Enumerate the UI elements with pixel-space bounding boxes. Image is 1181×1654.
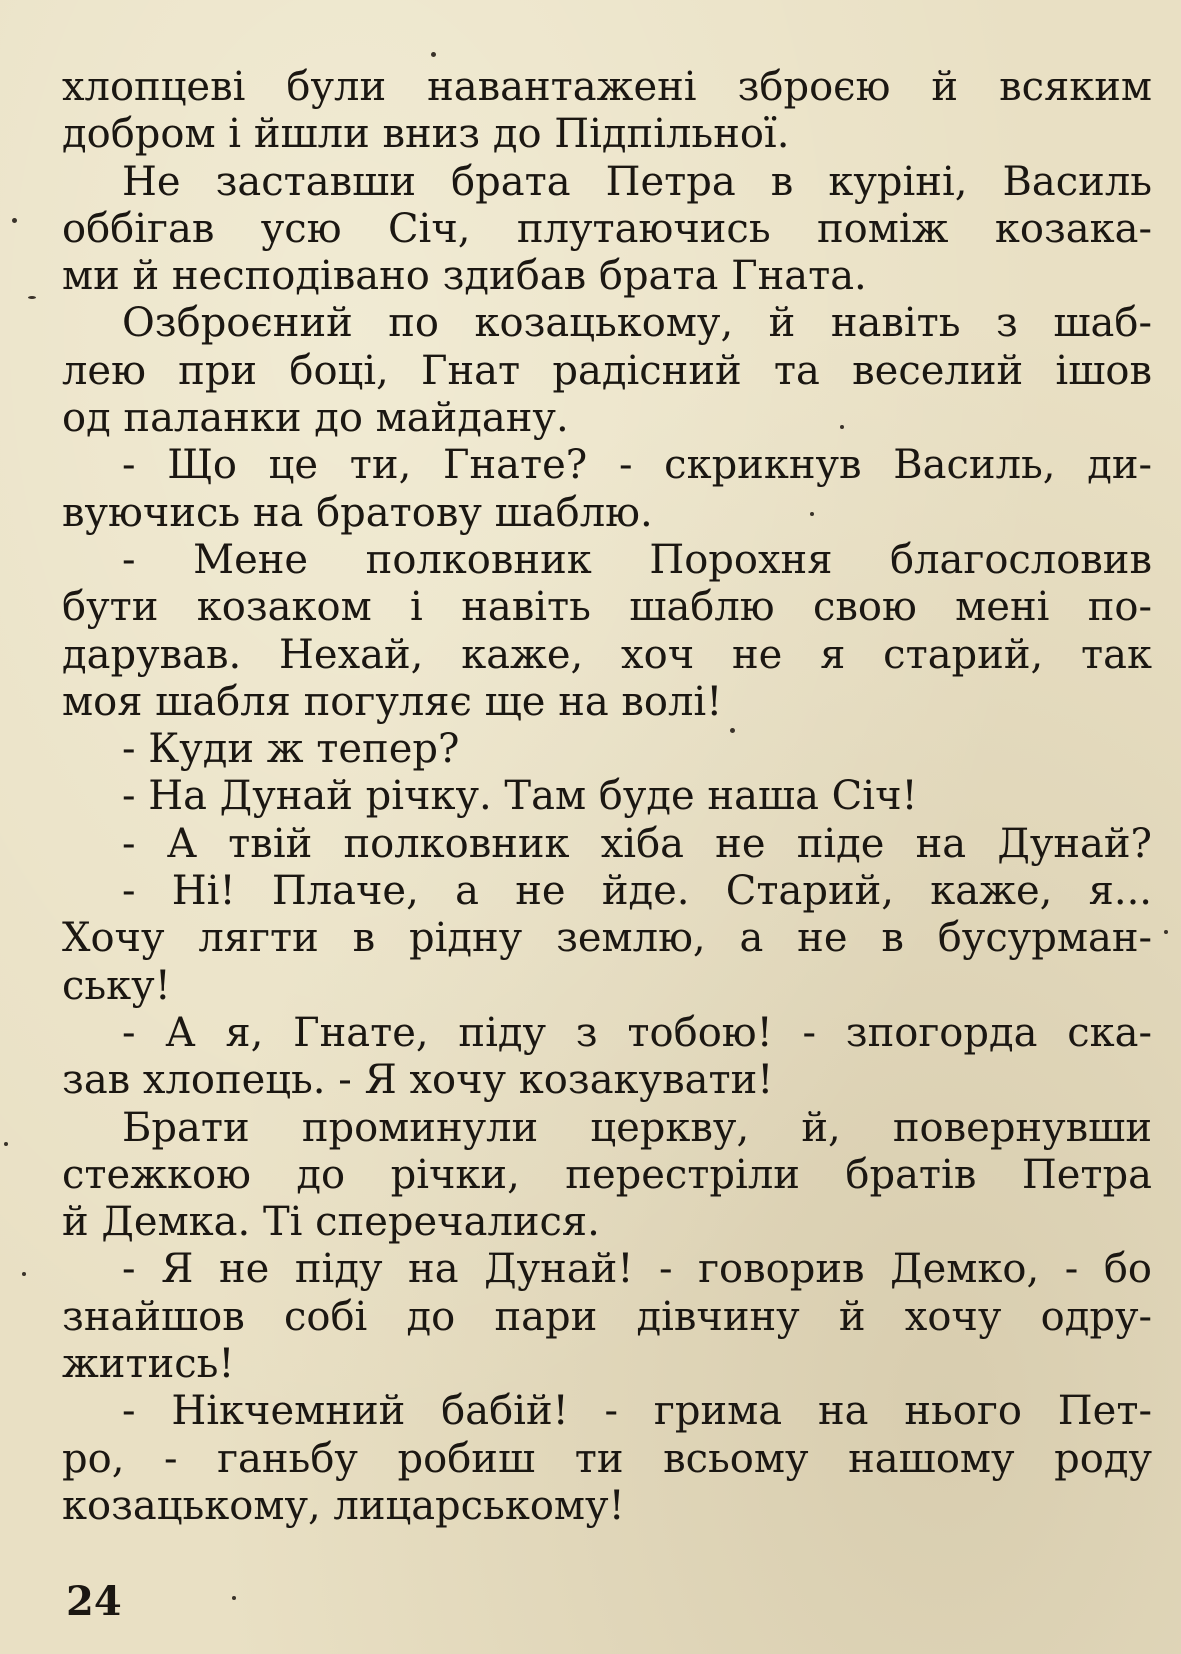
body-text	[62, 64, 1152, 1530]
text-line: - Що це ти, Гнате? - скрикнув Василь, ди-	[122, 442, 1152, 489]
text-line: од паланки до майдану.	[62, 395, 569, 442]
print-speck	[232, 1596, 236, 1600]
text-line: Не заставши брата Петра в куріні, Василь	[122, 158, 1152, 205]
text-line: - На Дунай річку. Там буде наша Січ!	[122, 773, 918, 820]
text-line: ро, - ганьбу робиш ти всьому нашому роду	[62, 1435, 1152, 1482]
text-line: добром і йшли вниз до Підпільної.	[62, 111, 790, 158]
print-speck	[12, 218, 17, 223]
text-line: стежкою до річки, перестріли братів Петра	[62, 1151, 1152, 1198]
page-number: 24	[66, 1578, 122, 1625]
text-line: - А я, Гнате, піду з тобою! - зпогорда ска-	[122, 1009, 1152, 1056]
text-line: зав хлопець. - Я хочу козакувати!	[62, 1057, 774, 1104]
text-line: ську!	[62, 962, 171, 1009]
text-line: Озброєний по козацькому, й навіть з шаб-	[122, 300, 1152, 347]
text-line: - Куди ж тепер?	[122, 726, 460, 773]
text-line: - Ні! Плаче, а не йде. Старий, каже, я...	[122, 868, 1152, 915]
print-speck	[1164, 930, 1168, 934]
print-speck	[4, 1142, 8, 1146]
text-line: ми й несподівано здибав брата Гната.	[62, 253, 867, 300]
print-speck	[431, 52, 436, 57]
text-line: житись!	[62, 1341, 235, 1388]
text-line: - Мене полковник Порохня благословив	[122, 536, 1152, 583]
text-line: бути козаком і навіть шаблю свою мені по-	[62, 584, 1152, 631]
print-speck	[840, 425, 844, 429]
text-line: козацькому, лицарському!	[62, 1482, 625, 1529]
text-line: й Демка. Ті сперечалися.	[62, 1199, 600, 1246]
text-line: хлопцеві були навантажені зброєю й всяким	[62, 64, 1152, 110]
text-line: вуючись на братову шаблю.	[62, 489, 653, 536]
text-line: знайшов собі до пари дівчину й хочу одру-	[62, 1293, 1152, 1340]
print-speck	[28, 296, 36, 299]
text-line: - А твій полковник хіба не піде на Дунай?	[122, 820, 1152, 867]
print-speck	[22, 1272, 26, 1276]
text-line: оббігав усю Січ, плутаючись поміж козака-	[62, 205, 1152, 252]
text-line: Брати проминули церкву, й, повернувши	[122, 1104, 1152, 1151]
print-speck	[730, 728, 735, 733]
text-line: лею при боці, Гнат радісний та веселий ішов	[62, 347, 1152, 394]
text-line: дарував. Нехай, каже, хоч не я старий, так	[62, 631, 1152, 678]
text-line: моя шабля погуляє ще на волі!	[62, 678, 723, 725]
text-line: - Я не піду на Дунай! - говорив Демко, - бо	[122, 1246, 1152, 1293]
text-line: Хочу лягти в рідну землю, а не в бусурман-	[62, 915, 1152, 962]
text-line: - Нікчемний бабій! - грима на нього Пет-	[122, 1388, 1152, 1435]
print-speck	[810, 512, 814, 516]
